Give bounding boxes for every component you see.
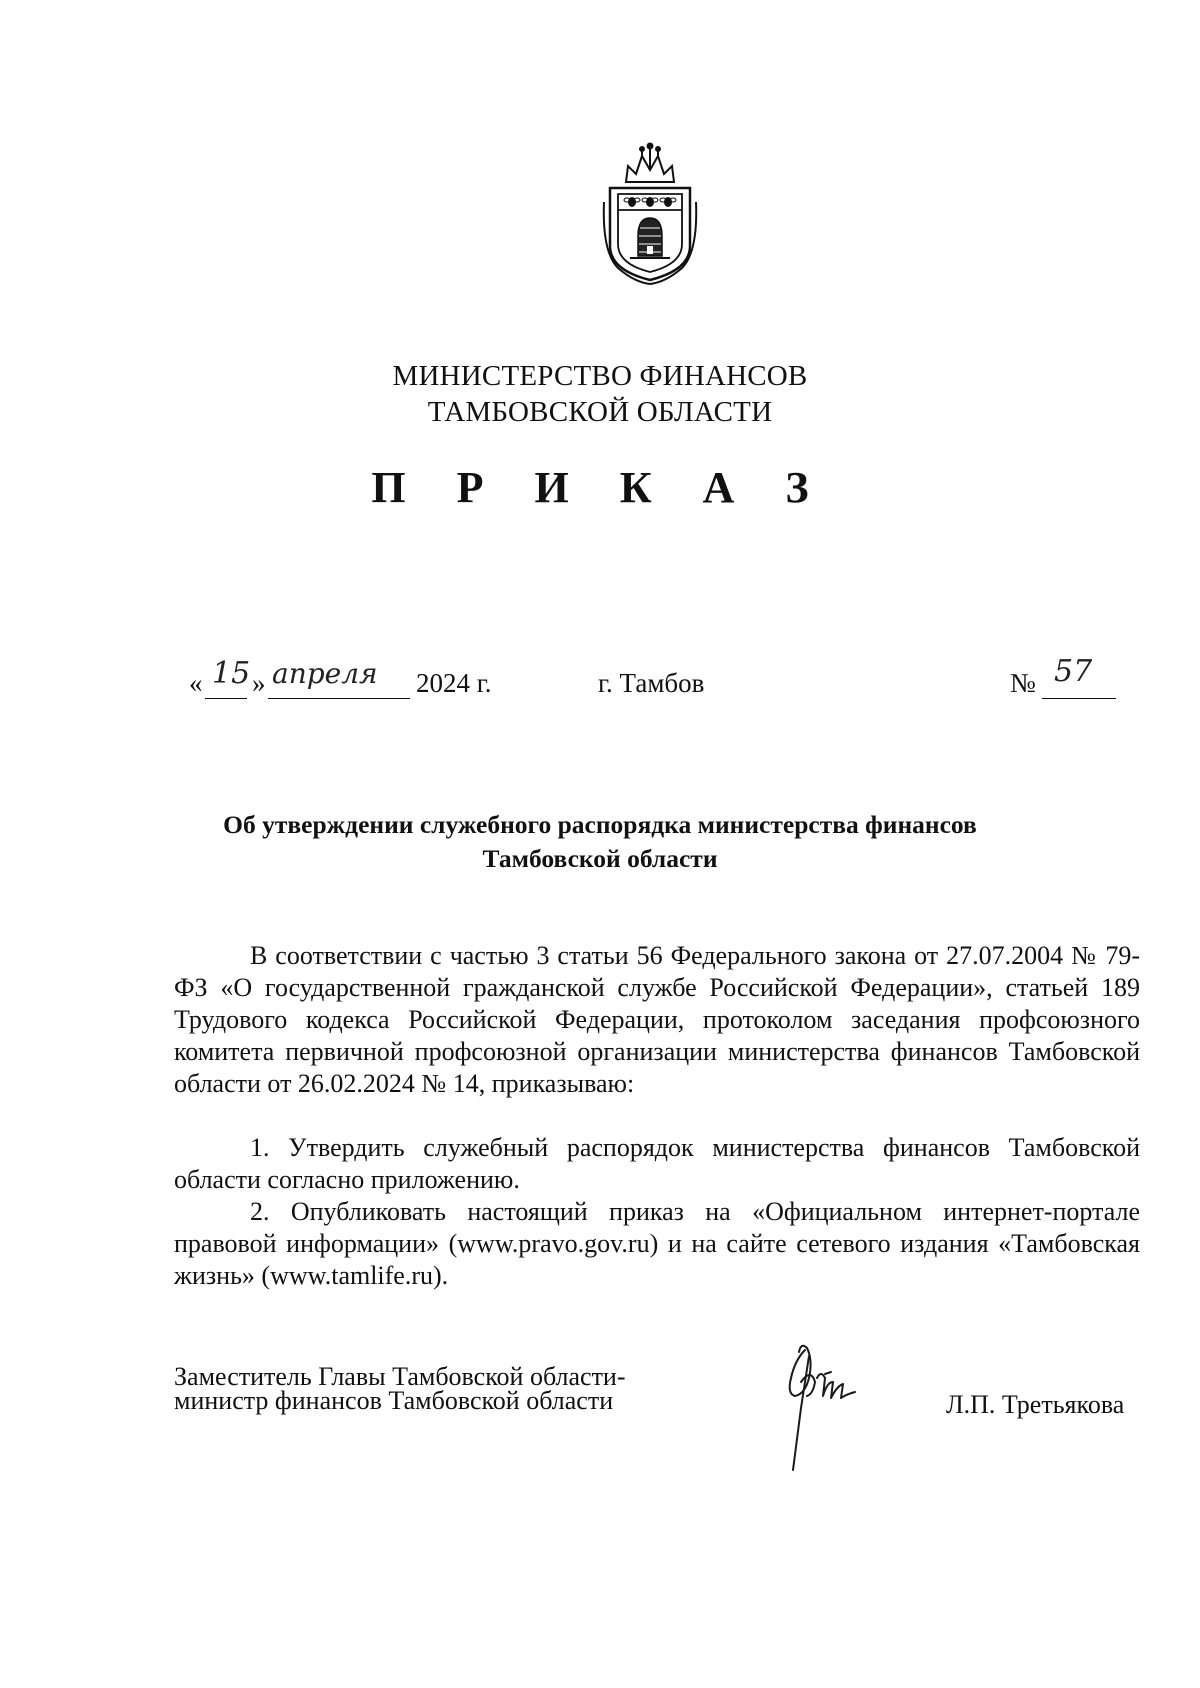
body-paragraph-3-text: 2. Опубликовать настоящий приказ на «Официальном интернет-портале правовой информации» (www.pravo.gov.ru) и на сайте сетевого издания «Тамбовская жизнь» (www.tamlife.ru). [174,1197,1140,1290]
body-paragraph-3 [174,1196,1140,1292]
city-name: г. Тамбов [598,668,705,698]
date-day-handwritten: 15 [212,656,251,691]
day-underline [205,698,247,699]
document-title-line1: Об утверждении служебного распорядка министерства финансов [223,810,977,839]
date-year: 2024 г. [416,668,492,698]
month-underline [268,698,410,699]
body-paragraph-2 [174,1132,1140,1196]
document-number-handwritten: 57 [1054,654,1093,689]
body-paragraph-1 [174,940,1140,1100]
signatory-name: Л.П. Третьякова [946,1390,1125,1419]
document-type-title: П Р И К А З [371,463,829,512]
handwritten-signature-icon [765,1338,885,1478]
signatory-position-line2: министр финансов Тамбовской области [174,1386,614,1415]
date-number-line [0,654,1200,706]
ministry-name-line1: МИНИСТЕРСТВО ФИНАНСОВ [392,360,808,392]
signatory-position [174,1362,626,1415]
ministry-name-line2: ТАМБОВСКОЙ ОБЛАСТИ [427,396,773,428]
body-paragraph-2-text: 1. Утвердить служебный распорядок министерства финансов Тамбовской области согласно приложению. [174,1133,1140,1194]
number-underline [1042,698,1116,699]
date-month-handwritten: апреля [272,657,378,690]
date-close-quote: » [252,668,266,698]
number-label: № [1010,668,1036,698]
document-title-line2: Тамбовской области [482,844,718,873]
date-open-quote: « [189,668,203,698]
body-paragraph-1-text: В соответствии с частью 3 статьи 56 Федерального закона от 27.07.2004 № 79-ФЗ «О государственной гражданской службе Российской Федерации», статьей 189 Трудового кодекса Российской Федерации, протоколом заседания профсоюзного комитета первичной профсоюзной организации министерства финансов Тамбовской области от 26.02.2024 № 14, приказываю: [174,941,1140,1098]
tambov-coat-of-arms-icon [598,142,702,286]
signatory-position-line1: Заместитель Главы Тамбовской области- [174,1362,626,1391]
